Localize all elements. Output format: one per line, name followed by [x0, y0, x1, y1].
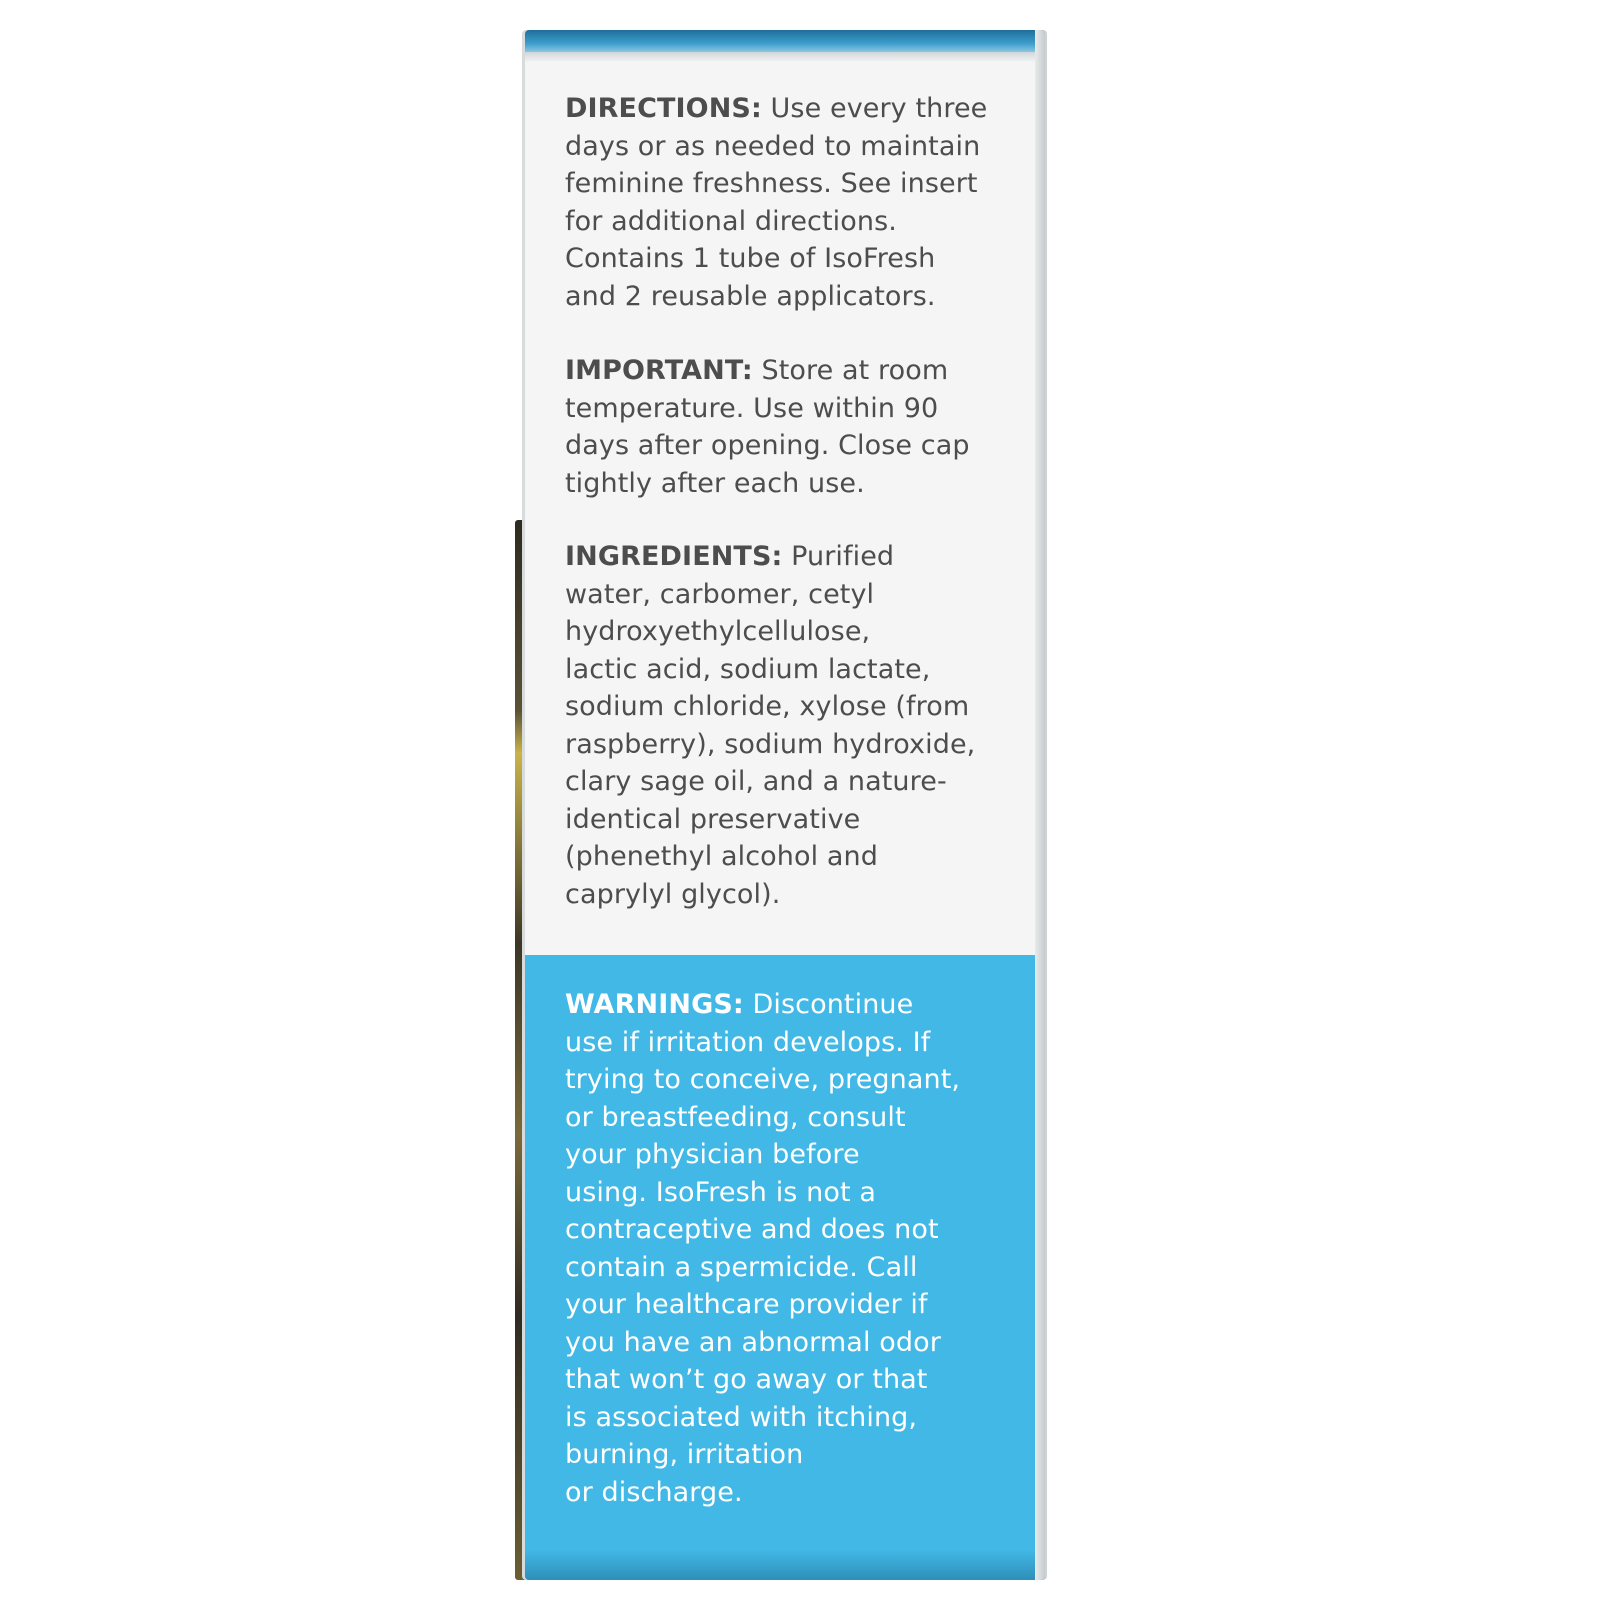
ingredients-text — [565, 538, 1005, 913]
box-top-flap — [525, 30, 1045, 52]
box-bottom-edge — [525, 1550, 1045, 1580]
box-right-edge — [1035, 30, 1045, 1580]
important-heading: IMPORTANT: — [565, 355, 753, 386]
directions-heading: DIRECTIONS: — [565, 93, 762, 124]
product-box-side-panel — [525, 30, 1045, 1580]
warnings-body: Discontinue use if irritation develops. If trying to conceive, pregnant, or breastfeeding, consult your physician before using. IsoFresh is not a contraceptive and does not contain a spermicide. Call your healthcare provider if you have an abnormal odor that won’t go away or that is associated with itching, burning, irritation or discharge. — [565, 989, 961, 1508]
warnings-text — [565, 986, 1005, 1511]
ingredients-body: Purified water, carbomer, cetyl hydroxyethylcellulose, lactic acid, sodium lactate, sodium chloride, xylose (from raspberry), sodium hydroxide, clary sage oil, and a nature- identical preservative (phenethyl alcohol and caprylyl glycol). — [565, 541, 976, 910]
directions-text — [565, 90, 1005, 315]
important-text — [565, 352, 1005, 502]
important-body: Store at room temperature. Use within 90 days after opening. Close cap tightly after each use. — [565, 355, 970, 499]
directions-body: Use every three days or as needed to maintain feminine freshness. See insert for additional directions. Contains 1 tube of IsoFresh and 2 reusable applicators. — [565, 93, 988, 312]
warnings-heading: WARNINGS: — [565, 989, 744, 1020]
ingredients-heading: INGREDIENTS: — [565, 541, 783, 572]
box-top-edge — [525, 52, 1045, 62]
